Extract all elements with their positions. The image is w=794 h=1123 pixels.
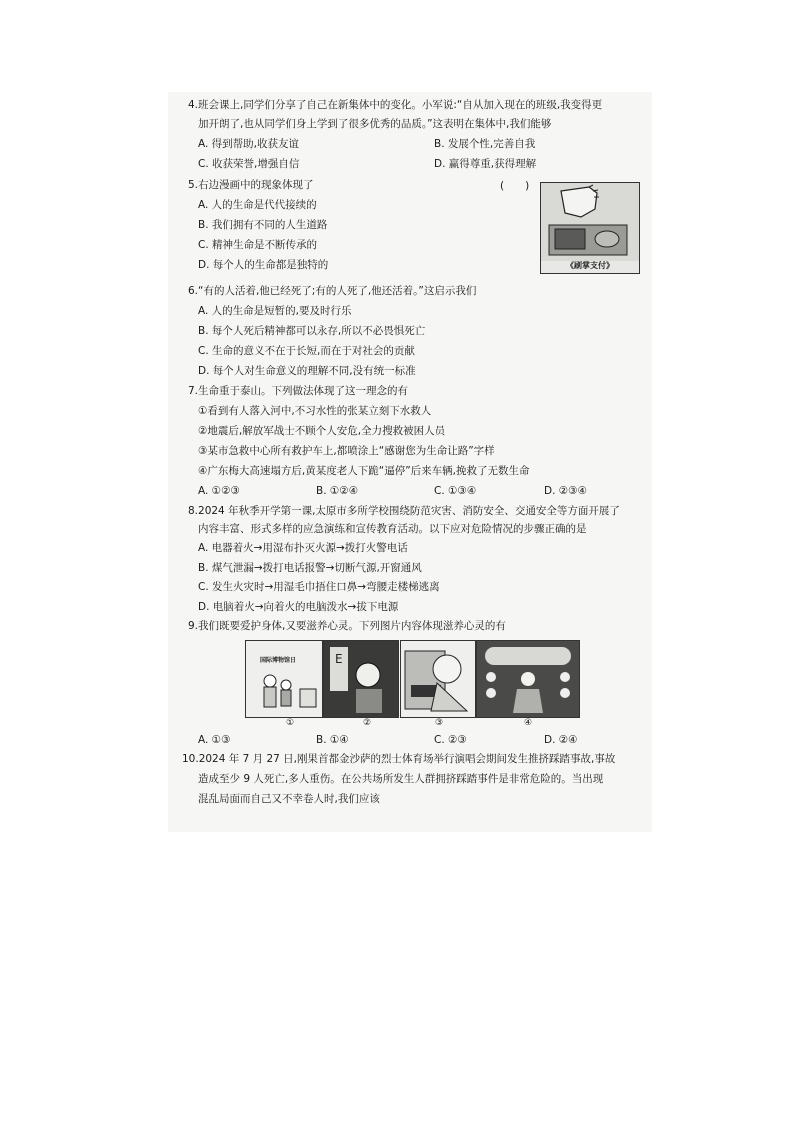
q8-option-a: A. 电器着火→用湿布扑灭火源→拨打火警电话 xyxy=(198,542,408,554)
q9-option-b: B. ①④ xyxy=(316,734,349,746)
opera-stage-illustration xyxy=(477,641,579,717)
q6-option-c: C. 生命的意义不在于长短,而在于对社会的贡献 xyxy=(198,345,415,357)
q4-stem-line2: 加开朗了,也从同学们身上学到了很多优秀的品质。”这表明在集体中,我们能够 xyxy=(198,118,552,130)
q5-option-c: C. 精神生命是不断传承的 xyxy=(198,239,318,251)
museum-day-label: 国际博物馆日 xyxy=(260,657,297,664)
q4-option-a: A. 得到帮助,收获友谊 xyxy=(198,138,300,150)
q9-option-c: C. ②③ xyxy=(434,734,467,746)
q9-picture-1-number: ① xyxy=(285,718,295,728)
q7-option-d: D. ②③④ xyxy=(544,485,587,497)
q7-option-b: B. ①②④ xyxy=(316,485,359,497)
q6-option-b: B. 每个人死后精神都可以永存,所以不必畏惧死亡 xyxy=(198,325,426,337)
q9-picture-2 xyxy=(323,640,399,718)
q6-stem: 6.“有的人活着,他已经死了;有的人死了,他还活着。”这启示我们 xyxy=(188,285,477,297)
q9-option-a: A. ①③ xyxy=(198,734,231,746)
q7-statement-3: ③某市急救中心所有救护车上,都喷涂上“感谢您为生命让路”字样 xyxy=(198,445,495,457)
q5-option-a: A. 人的生命是代代接续的 xyxy=(198,199,317,211)
q10-stem-line3: 混乱局面而自己又不幸卷人时,我们应该 xyxy=(198,793,380,805)
q7-statement-4: ④广东梅大高速塌方后,黄某度老人下跪“逼停”后来车辆,挽救了无数生命 xyxy=(198,465,530,477)
q9-picture-3-number: ③ xyxy=(434,718,444,728)
q7-option-c: C. ①③④ xyxy=(434,485,477,497)
q5-stem: 5.右边漫画中的现象体现了 xyxy=(188,179,314,191)
q5-answer-bracket: ( ) xyxy=(500,180,530,192)
family-museum-illustration xyxy=(246,641,322,717)
q9-picture-1 xyxy=(245,640,323,718)
q8-stem-line1: 8.2024 年秋季开学第一课,太原市多所学校围绕防范灾害、消防安全、交通安全等方面开展了 xyxy=(188,505,620,517)
q4-option-d: D. 赢得尊重,获得理解 xyxy=(434,158,537,170)
q8-option-c: C. 发生火灾时→用湿毛巾捂住口鼻→弯腰走楼梯逃离 xyxy=(198,581,440,593)
q7-stem: 7.生命重于泰山。下列做法体现了这一理念的有 xyxy=(188,385,409,397)
q10-stem-line2: 造成至少 9 人死亡,多人重伤。在公共场所发生人群拥挤踩踏事件是非常危险的。当出现 xyxy=(198,773,604,785)
palm-hand-illustration xyxy=(541,183,639,261)
q7-statement-1: ①看到有人落入河中,不习水性的张某立刻下水救人 xyxy=(198,405,432,417)
q9-option-d: D. ②④ xyxy=(544,734,578,746)
q4-option-b: B. 发展个性,完善自我 xyxy=(434,138,536,150)
eye-chart-illustration xyxy=(324,641,398,717)
q9-picture-2-number: ② xyxy=(362,718,372,728)
q5-option-b: B. 我们拥有不同的人生道路 xyxy=(198,219,328,231)
q4-option-c: C. 收获荣誉,增强自信 xyxy=(198,158,300,170)
q7-option-a: A. ①②③ xyxy=(198,485,240,497)
q5-option-d: D. 每个人的生命都是独特的 xyxy=(198,259,329,271)
q8-option-b: B. 煤气泄漏→拨打电话报警→切断气源,开窗通风 xyxy=(198,562,422,574)
q6-option-a: A. 人的生命是短暂的,要及时行乐 xyxy=(198,305,352,317)
q6-option-d: D. 每个人对生命意义的理解不同,没有统一标准 xyxy=(198,365,416,377)
q4-stem-line1: 4.班会课上,同学们分享了自己在新集体中的变化。小军说:“自从加入现在的班级,我变得更 xyxy=(188,99,603,111)
q8-stem-line2: 内容丰富、形式多样的应急演练和宣传教育活动。以下应对危险情况的步骤正确的是 xyxy=(198,523,587,535)
svg-text:E: E xyxy=(335,652,343,666)
q9-stem: 9.我们既要爱护身体,又要滋养心灵。下列图片内容体现滋养心灵的有 xyxy=(188,620,506,632)
cartoon-boy-illustration xyxy=(401,641,475,717)
q7-statement-2: ②地震后,解放军战士不顾个人安危,全力搜救被困人员 xyxy=(198,425,446,437)
palm-payment-cartoon xyxy=(540,182,640,274)
q9-picture-3 xyxy=(400,640,476,718)
q10-stem-line1: 10.2024 年 7 月 27 日,刚果首都金沙萨的烈士体育场举行演唱会期间发生推挤踩踏事故,事故 xyxy=(182,753,616,765)
q8-option-d: D. 电脑着火→向着火的电脑泼水→拔下电源 xyxy=(198,601,399,613)
cartoon-caption: 《刷掌支付》 xyxy=(566,261,614,270)
q9-picture-4 xyxy=(476,640,580,718)
q9-picture-4-number: ④ xyxy=(523,718,533,728)
